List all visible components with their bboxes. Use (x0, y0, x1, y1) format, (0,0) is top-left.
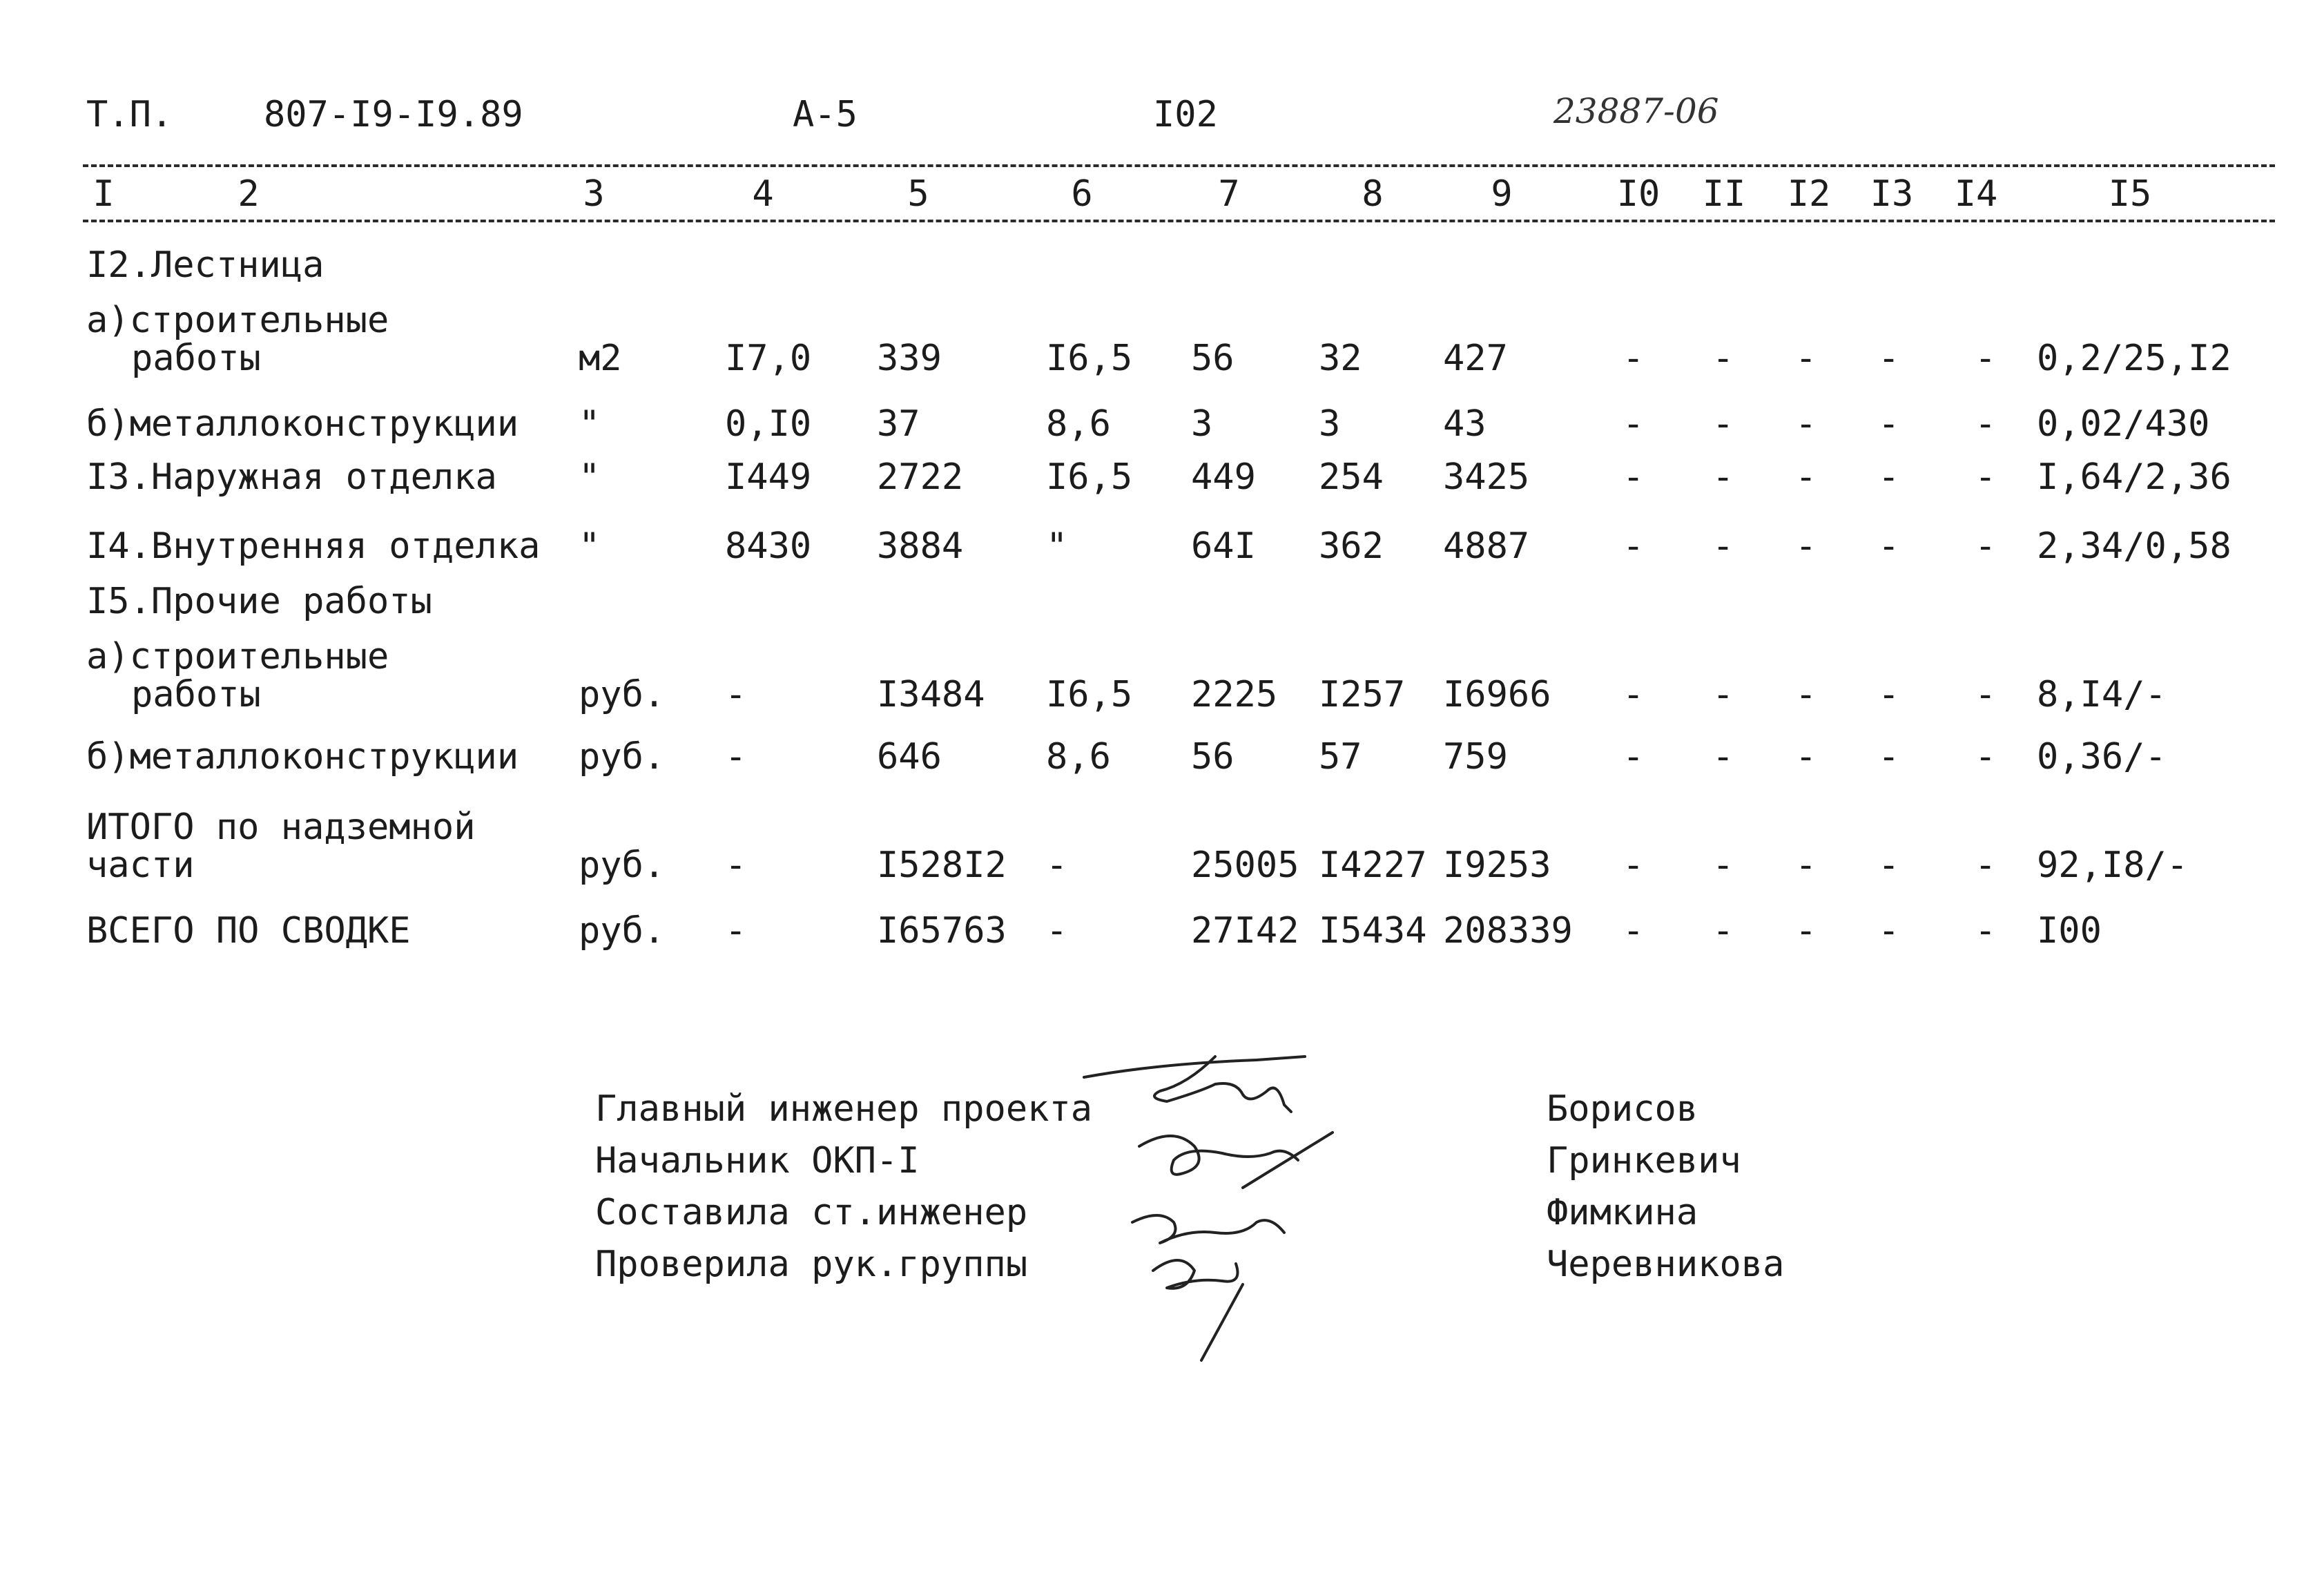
cell-unit: м2 (579, 338, 622, 379)
cell-c7: 25005 (1191, 845, 1299, 886)
cell-c9: I6966 (1443, 674, 1551, 715)
stamp-number: 23887-06 (1553, 91, 1719, 131)
column-header-14: I4 (1954, 173, 1998, 215)
signature-role: Составила ст.инженер (595, 1192, 1028, 1233)
cell-c12: - (1795, 674, 1817, 715)
cell-c8: 254 (1319, 456, 1384, 498)
column-header-4: 4 (752, 173, 774, 215)
cell-c8: 362 (1319, 525, 1384, 567)
signature-role: Главный инженер проекта (595, 1088, 1093, 1130)
cell-c10: - (1623, 845, 1645, 886)
cell-c6: - (1046, 910, 1068, 952)
cell-c10: - (1623, 338, 1645, 379)
cell-c14: - (1975, 845, 1997, 886)
signature-name: Гринкевич (1547, 1140, 1741, 1182)
handwritten-signatures (1077, 1043, 1464, 1367)
cell-c11: - (1712, 736, 1734, 778)
row-label: I5.Прочие работы (86, 581, 432, 622)
cell-c13: - (1878, 338, 1900, 379)
cell-c15: 2,34/0,58 (2037, 525, 2231, 567)
cell-c15: 0,2/25,I2 (2037, 338, 2231, 379)
column-header-3: 3 (583, 173, 605, 215)
cell-c13: - (1878, 525, 1900, 567)
cell-c7: 449 (1191, 456, 1256, 498)
cell-c9: 4887 (1443, 525, 1530, 567)
row-label: б)металлоконструкции (86, 403, 519, 445)
column-header-12: I2 (1787, 173, 1831, 215)
cell-c15: 0,36/- (2037, 736, 2167, 778)
cell-c8: I257 (1319, 674, 1406, 715)
cell-c14: - (1975, 403, 1997, 445)
cell-c13: - (1878, 845, 1900, 886)
cell-unit: руб. (579, 736, 666, 778)
column-header-11: II (1702, 173, 1746, 215)
cell-c9: 208339 (1443, 910, 1573, 952)
cell-c4: - (725, 910, 747, 952)
cell-c11: - (1712, 456, 1734, 498)
cell-c10: - (1623, 910, 1645, 952)
signature-name: Фимкина (1547, 1192, 1698, 1233)
cell-c7: 27I42 (1191, 910, 1299, 952)
signature-name: Борисов (1547, 1088, 1698, 1130)
cell-c14: - (1975, 338, 1997, 379)
cell-c6: 8,6 (1046, 736, 1111, 778)
cell-c9: I9253 (1443, 845, 1551, 886)
row-label-continued: части (86, 845, 195, 886)
cell-c8: I4227 (1319, 845, 1427, 886)
cell-c13: - (1878, 456, 1900, 498)
album-number: А-5 (793, 94, 858, 135)
cell-unit: руб. (579, 910, 666, 952)
cell-c9: 427 (1443, 338, 1508, 379)
project-code: 807-I9-I9.89 (264, 94, 523, 135)
cell-c11: - (1712, 674, 1734, 715)
cell-c11: - (1712, 525, 1734, 567)
column-header-6: 6 (1071, 173, 1093, 215)
cell-unit: руб. (579, 674, 666, 715)
column-header-9: 9 (1491, 173, 1513, 215)
row-label: а)строительные (86, 300, 389, 341)
cell-c7: 56 (1191, 338, 1234, 379)
cell-c6: 8,6 (1046, 403, 1111, 445)
cell-c9: 759 (1443, 736, 1508, 778)
cell-c4: - (725, 736, 747, 778)
cell-c6: I6,5 (1046, 456, 1133, 498)
cell-c15: 92,I8/- (2037, 845, 2189, 886)
cell-c4: - (725, 845, 747, 886)
cell-c5: 646 (877, 736, 942, 778)
cell-c10: - (1623, 456, 1645, 498)
cell-c4: - (725, 674, 747, 715)
cell-c4: 0,I0 (725, 403, 812, 445)
cell-c7: 64I (1191, 525, 1256, 567)
cell-c8: 3 (1319, 403, 1341, 445)
cell-c7: 3 (1191, 403, 1213, 445)
cell-c13: - (1878, 910, 1900, 952)
row-label: I3.Наружная отделка (86, 456, 497, 498)
cell-c10: - (1623, 525, 1645, 567)
cell-c4: I449 (725, 456, 812, 498)
cell-c12: - (1795, 403, 1817, 445)
cell-c12: - (1795, 736, 1817, 778)
row-label: ИТОГО по надземной (86, 807, 476, 848)
cell-c8: 57 (1319, 736, 1362, 778)
doc-type: Т.П. (86, 94, 173, 135)
cell-c14: - (1975, 674, 1997, 715)
cell-c12: - (1795, 525, 1817, 567)
cell-c8: I5434 (1319, 910, 1427, 952)
cell-c12: - (1795, 456, 1817, 498)
row-label: I2.Лестница (86, 244, 325, 286)
cell-c13: - (1878, 403, 1900, 445)
cell-c5: I528I2 (877, 845, 1007, 886)
cell-c15: I00 (2037, 910, 2102, 952)
cell-c9: 3425 (1443, 456, 1530, 498)
column-header-1: I (93, 173, 115, 215)
header-rule-top (83, 164, 2275, 167)
page-number: I02 (1153, 94, 1218, 135)
cell-c6: " (1046, 525, 1068, 567)
cell-c6: I6,5 (1046, 338, 1133, 379)
row-label-continued: работы (131, 674, 261, 715)
cell-c14: - (1975, 736, 1997, 778)
row-label: I4.Внутренняя отделка (86, 525, 541, 567)
cell-c10: - (1623, 403, 1645, 445)
cell-c6: - (1046, 845, 1068, 886)
signature-role: Начальник ОКП-I (595, 1140, 920, 1182)
cell-c11: - (1712, 910, 1734, 952)
row-label-continued: работы (131, 338, 261, 379)
cell-c7: 2225 (1191, 674, 1278, 715)
cell-c9: 43 (1443, 403, 1487, 445)
cell-c14: - (1975, 910, 1997, 952)
column-header-15: I5 (2108, 173, 2152, 215)
cell-c10: - (1623, 736, 1645, 778)
column-header-10: I0 (1616, 173, 1660, 215)
cell-c14: - (1975, 456, 1997, 498)
cell-c11: - (1712, 338, 1734, 379)
cell-c13: - (1878, 736, 1900, 778)
cell-c5: I3484 (877, 674, 985, 715)
cell-unit: руб. (579, 845, 666, 886)
cell-c4: I7,0 (725, 338, 812, 379)
column-header-13: I3 (1870, 173, 1914, 215)
cell-c8: 32 (1319, 338, 1362, 379)
cell-c4: 8430 (725, 525, 812, 567)
cell-c5: 339 (877, 338, 942, 379)
cell-unit: " (579, 403, 601, 445)
cell-c11: - (1712, 403, 1734, 445)
cell-c7: 56 (1191, 736, 1234, 778)
row-label: ВСЕГО ПО СВОДКЕ (86, 910, 411, 952)
cell-c12: - (1795, 338, 1817, 379)
cell-c12: - (1795, 910, 1817, 952)
row-label: а)строительные (86, 636, 389, 677)
header-rule-bottom (83, 220, 2275, 222)
cell-c5: 3884 (877, 525, 964, 567)
column-header-8: 8 (1362, 173, 1384, 215)
cell-c12: - (1795, 845, 1817, 886)
signature-role: Проверила рук.группы (595, 1244, 1028, 1285)
column-header-7: 7 (1218, 173, 1240, 215)
cell-c5: I65763 (877, 910, 1007, 952)
cell-c14: - (1975, 525, 1997, 567)
cell-c5: 37 (877, 403, 920, 445)
cell-unit: " (579, 525, 601, 567)
signature-name: Черевникова (1547, 1244, 1785, 1285)
row-label: б)металлоконструкции (86, 736, 519, 778)
cell-c13: - (1878, 674, 1900, 715)
cell-c11: - (1712, 845, 1734, 886)
cell-c15: I,64/2,36 (2037, 456, 2231, 498)
cell-unit: " (579, 456, 601, 498)
column-header-5: 5 (907, 173, 929, 215)
column-header-2: 2 (238, 173, 260, 215)
cell-c15: 0,02/430 (2037, 403, 2210, 445)
cell-c6: I6,5 (1046, 674, 1133, 715)
cell-c15: 8,I4/- (2037, 674, 2167, 715)
cell-c5: 2722 (877, 456, 964, 498)
cell-c10: - (1623, 674, 1645, 715)
